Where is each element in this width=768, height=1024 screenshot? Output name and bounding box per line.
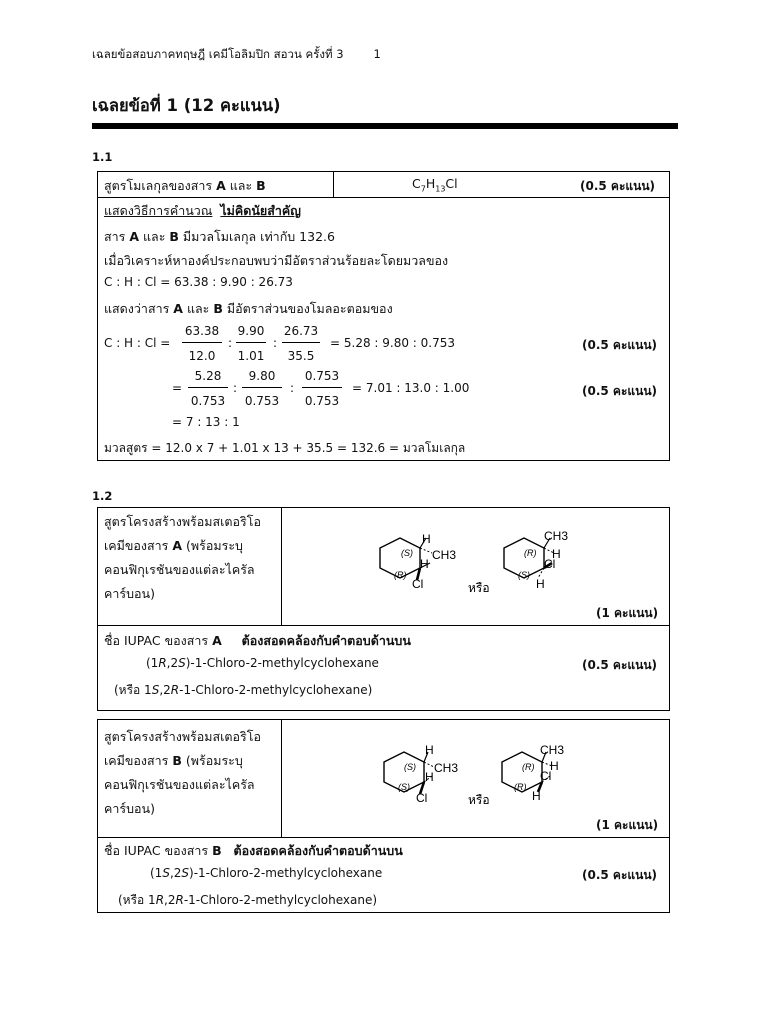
atom-label: CH3 — [432, 548, 457, 562]
iupac-name-a: (1R,2S)-1-Chloro-2-methylcyclohexane — [146, 656, 379, 670]
fraction-c: 63.38 12.0 — [182, 324, 222, 363]
iupac-alt-a: (หรือ 1S,2R-1-Chloro-2-methylcyclohexane) — [114, 683, 373, 697]
calc-line-mole-ratio: แสดงว่าสาร A และ B มีอัตราส่วนของโมลอะตอมของ — [104, 301, 393, 316]
calc-ratio-result: = 5.28 : 9.80 : 0.753 — [330, 336, 456, 350]
box-1-1-col-divider — [333, 171, 334, 198]
box-b-desc-2: เคมีของสาร B (พร้อมระบุ — [104, 753, 243, 768]
config-label: (R) — [394, 570, 407, 580]
config-label: (S) — [518, 570, 530, 580]
atom-label: CH3 — [540, 743, 565, 757]
box-b-desc-4: คาร์บอน) — [104, 801, 155, 816]
calc-formula-mass: มวลสูตร = 12.0 x 7 + 1.01 x 13 + 35.5 = 132.6 = มวลโมเลกุล — [104, 441, 466, 455]
atom-label: H — [536, 577, 545, 591]
box-a-desc-4: คาร์บอน) — [104, 586, 155, 601]
fraction-c2: 5.28 0.753 — [188, 369, 228, 408]
equals-sign: = — [172, 381, 183, 395]
box-b-desc-3: คอนฟิกุเรชันของแต่ละไครัล — [104, 777, 255, 792]
box-b-desc-1: สูตรโครงสร้างพร้อมสเตอริโอ — [104, 729, 261, 744]
cyclohexane-structure-a1 — [380, 532, 456, 591]
molecular-formula-label: สูตรโมเลกุลของสาร A และ B — [104, 178, 266, 193]
box-a-row-divider — [97, 625, 669, 626]
ratio-colon: : — [290, 381, 295, 395]
calc-line-analysis: เมื่อวิเคราะห์หาองค์ประกอบพบว่ามีอัตราส่วนร้อยละโดยมวลของ — [104, 253, 449, 268]
atom-label: H — [425, 743, 434, 757]
header-text: เฉลยข้อสอบภาคทฤษฎี เคมีโอลิมปิก สอวน ครั้งที่ 3 — [92, 47, 344, 61]
page-number: 1 — [373, 47, 381, 61]
or-label: หรือ — [468, 581, 490, 595]
or-label: หรือ — [468, 793, 490, 807]
page-title: เฉลยข้อที่ 1 (12 คะแนน) — [92, 96, 281, 115]
atom-label: CH3 — [544, 529, 569, 543]
score-formula: (0.5 คะแนน) — [580, 179, 656, 193]
config-label: (S) — [401, 548, 413, 558]
config-label: (R) — [514, 782, 527, 792]
config-label: (S) — [404, 762, 416, 772]
cyclohexane-structure-b1 — [384, 743, 458, 805]
ratio-colon: : — [273, 336, 278, 350]
calc-line-mass: สาร A และ B มีมวลโมเลกุล เท่ากับ 132.6 — [104, 229, 335, 244]
calc-ratio-result-2: = 7.01 : 13.0 : 1.00 — [352, 381, 470, 395]
ratio-colon: : — [228, 336, 233, 350]
calc-heading: แสดงวิธีการคำนวณ ไม่คิดนัยสำคัญ — [104, 203, 301, 218]
atom-label: H — [425, 770, 434, 784]
molecular-formula-value: $C_7H_{13}Cl$ — [412, 176, 458, 194]
score-ratio-2: (0.5 คะแนน) — [582, 384, 658, 398]
ratio-colon: : — [233, 381, 238, 395]
running-header — [92, 46, 381, 64]
iupac-label-a: ชื่อ IUPAC ของสาร A ต้องสอดคล้องกับคำตอบด้านบน — [104, 633, 411, 648]
config-label: (R) — [524, 548, 537, 558]
box-a-desc-3: คอนฟิกุเรชันของแต่ละไครัล — [104, 562, 255, 577]
box-a-desc-2: เคมีของสาร A (พร้อมระบุ — [104, 538, 243, 553]
calc-final-ratio: = 7 : 13 : 1 — [172, 415, 240, 429]
atom-label: H — [552, 547, 561, 561]
score-iupac-a: (0.5 คะแนน) — [582, 658, 658, 672]
box-b-row-divider — [97, 837, 669, 838]
score-structure-b: (1 คะแนน) — [596, 818, 659, 832]
atom-label: Cl — [416, 791, 428, 805]
cyclohexane-structure-b2 — [502, 743, 564, 803]
config-label: (R) — [522, 762, 535, 772]
atom-label: H — [422, 532, 431, 546]
title-divider — [92, 123, 678, 129]
config-label: (S) — [398, 782, 410, 792]
iupac-alt-b: (หรือ 1R,2R-1-Chloro-2-methylcyclohexane) — [118, 893, 378, 907]
fraction-h: 9.90 1.01 — [237, 324, 265, 363]
iupac-label-b: ชื่อ IUPAC ของสาร B ต้องสอดคล้องกับคำตอบด้านบน — [104, 843, 403, 858]
score-iupac-b: (0.5 คะแนน) — [582, 868, 658, 882]
calc-line-percent: C : H : Cl = 63.38 : 9.90 : 26.73 — [104, 275, 293, 289]
atom-label: Cl — [540, 769, 552, 783]
atom-label: CH3 — [434, 761, 459, 775]
box-a-desc-1: สูตรโครงสร้างพร้อมสเตอริโอ — [104, 514, 261, 529]
fraction-cl: 26.73 35.5 — [283, 324, 319, 363]
fraction-cl2: 0.753 0.753 — [302, 369, 342, 408]
score-ratio-1: (0.5 คะแนน) — [582, 338, 658, 352]
calc-ratio-prefix: C : H : Cl = — [104, 336, 171, 350]
cyclohexane-structure-a2 — [504, 529, 568, 591]
score-structure-a: (1 คะแนน) — [596, 606, 659, 620]
atom-label: H — [420, 557, 429, 571]
section-label-1-2: 1.2 — [92, 489, 113, 503]
iupac-name-b: (1S,2S)-1-Chloro-2-methylcyclohexane — [150, 866, 383, 880]
box-1-1-row-divider — [97, 197, 669, 198]
section-label-1-1: 1.1 — [92, 150, 113, 164]
atom-label: H — [550, 759, 559, 773]
atom-label: Cl — [412, 577, 424, 591]
atom-label: Cl — [544, 557, 556, 571]
fraction-h2: 9.80 0.753 — [242, 369, 282, 408]
atom-label: H — [532, 789, 541, 803]
